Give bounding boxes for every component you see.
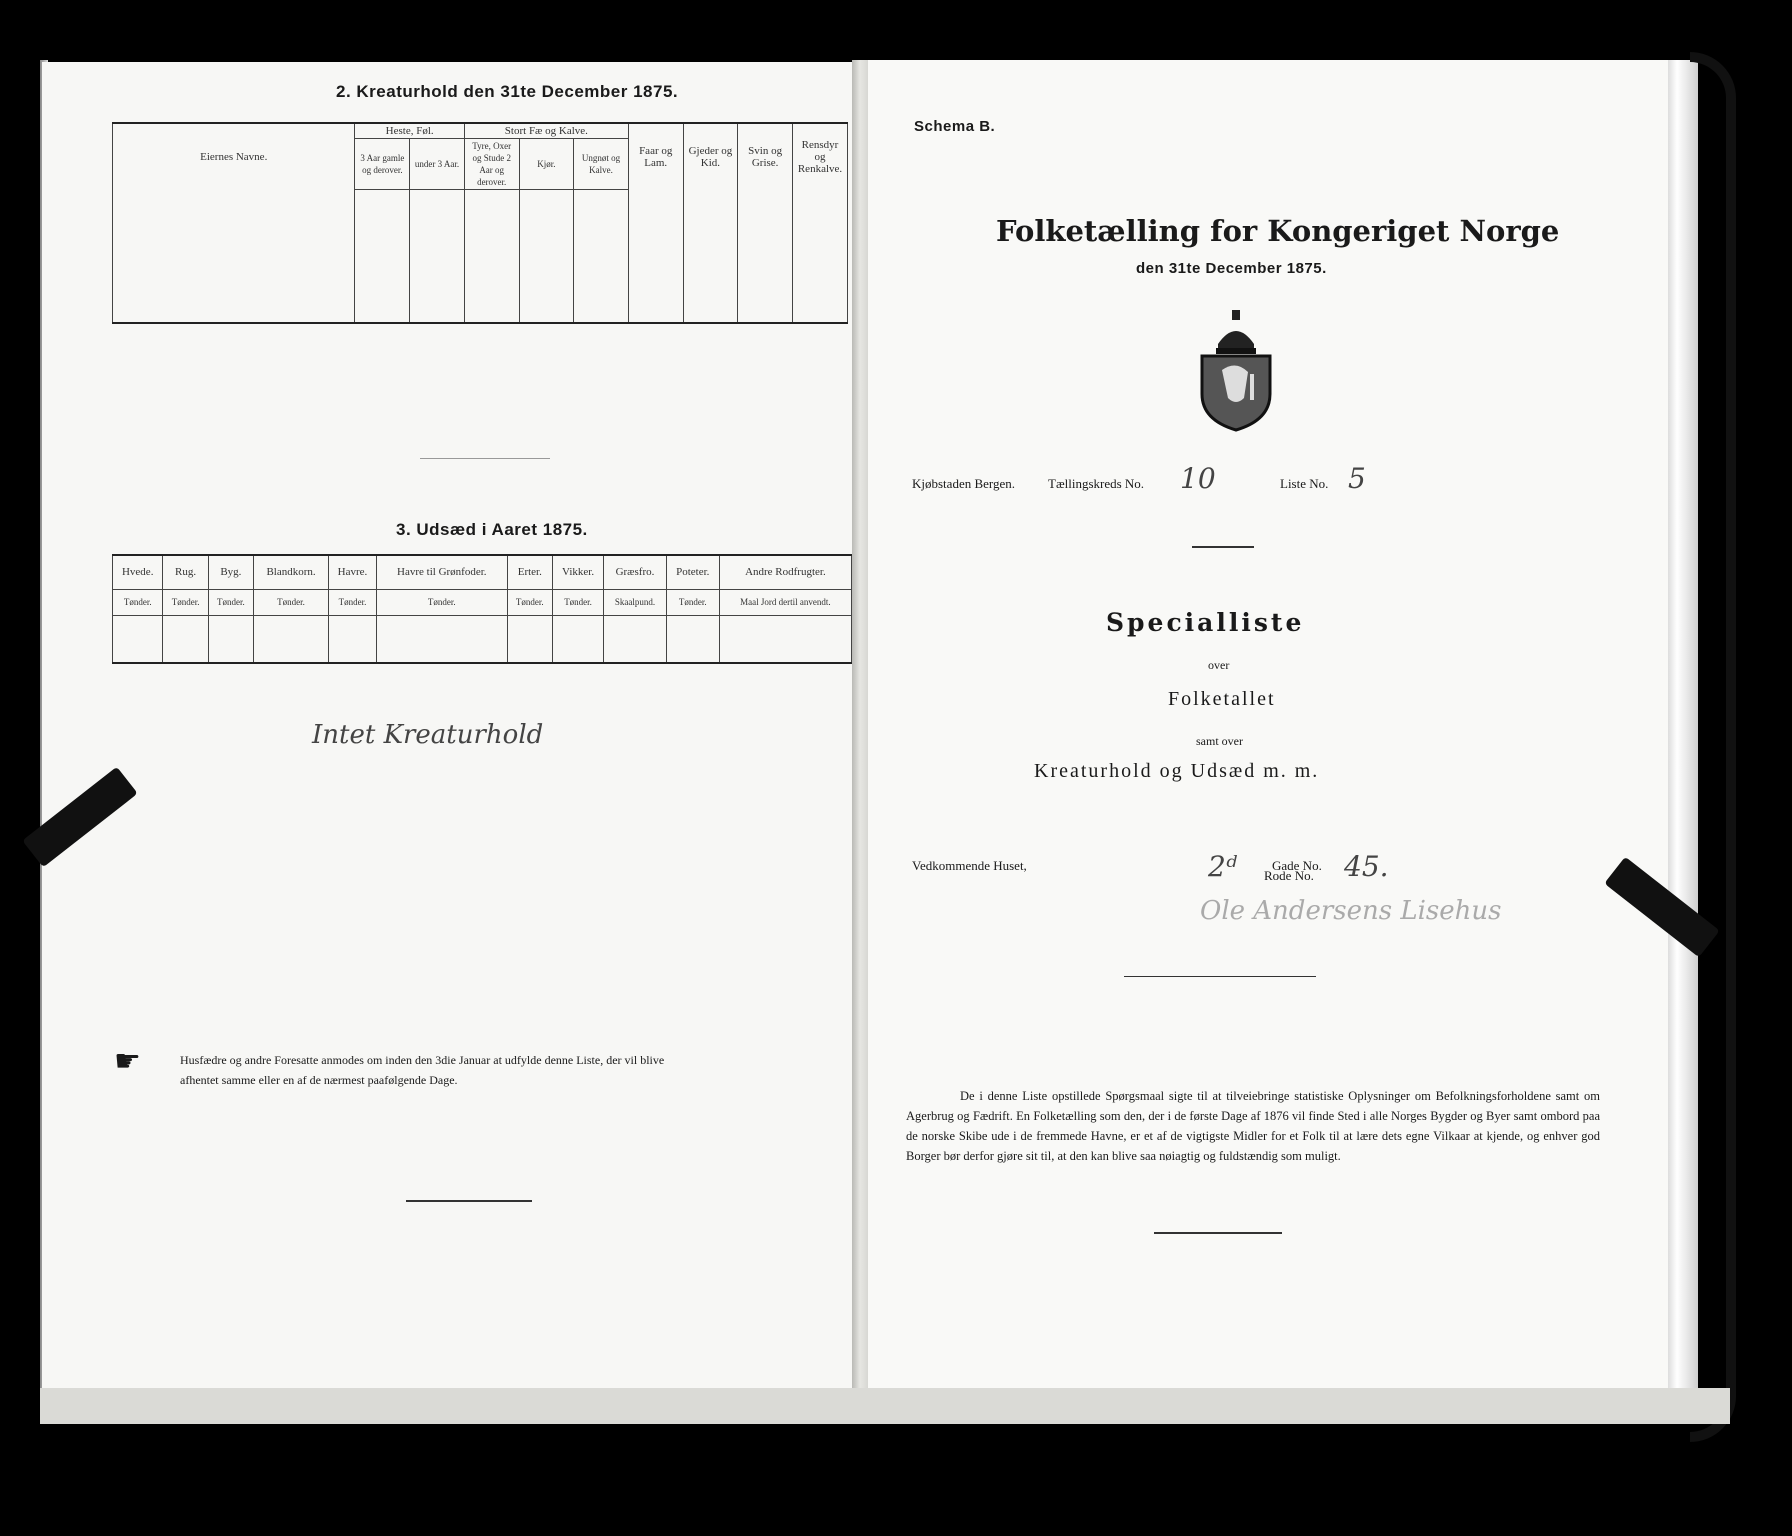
city-label: Kjøbstaden Bergen. — [912, 476, 1016, 491]
col-calves: Ungnøt og Kalve. — [574, 139, 629, 190]
page-title: Folketælling for Kongeriget Norge — [996, 214, 1560, 248]
over-text: over — [1208, 658, 1230, 672]
house-label: Vedkommende Huset, — [912, 858, 1027, 873]
table-row — [113, 278, 848, 300]
footnote-line1: Husfædre og andre Foresatte anmodes om inden den 3die Januar at udfylde denne Liste, der vil blive — [180, 1053, 665, 1067]
table-row — [113, 234, 848, 256]
divider — [420, 458, 550, 459]
table-row — [113, 256, 848, 278]
crop-header: Havre. — [329, 555, 377, 589]
crop-header: Vikker. — [552, 555, 603, 589]
rode-prefix: 2ᵈ — [1208, 850, 1238, 883]
handwritten-note: Intet Kreaturhold — [312, 720, 544, 750]
unit-header: Tønder. — [113, 589, 163, 615]
col-pigs: Svin og Grise. — [738, 123, 793, 190]
col-sheep: Faar og Lam. — [628, 123, 683, 190]
table-cell — [376, 615, 507, 663]
divider — [1154, 1232, 1282, 1234]
unit-header: Tønder. — [208, 589, 253, 615]
table-cell — [719, 615, 851, 663]
district-label: Tællingskreds No. — [1048, 476, 1145, 491]
table-row — [113, 190, 848, 213]
crop-header: Blandkorn. — [254, 555, 329, 589]
table-cell — [329, 615, 377, 663]
samt-over: samt over — [1196, 734, 1243, 748]
rode-value: 45. — [1344, 850, 1389, 883]
col-cows: Kjør. — [519, 139, 574, 190]
crop-header: Poteter. — [666, 555, 719, 589]
rode-label: Rode No. — [1264, 868, 1314, 883]
schema-label: Schema B. — [914, 118, 996, 135]
divider — [406, 1200, 532, 1202]
owner-handwriting: Ole Andersens Lisehus — [1200, 896, 1502, 926]
col-horses-old: 3 Aar gamle og derover. — [355, 139, 410, 190]
kreaturhold-title: Kreaturhold og Udsæd m. m. — [1034, 760, 1320, 782]
section2-title: 2. Kreaturhold den 31te December 1875. — [336, 82, 679, 101]
table-cell — [163, 615, 208, 663]
unit-header: Tønder. — [329, 589, 377, 615]
table-row — [113, 615, 852, 663]
district-value: 10 — [1180, 462, 1216, 495]
sowing-table — [112, 554, 852, 664]
page-subtitle: den 31te December 1875. — [1136, 260, 1327, 277]
divider — [1192, 546, 1254, 548]
unit-header: Tønder. — [163, 589, 208, 615]
info-paragraph: De i denne Liste opstillede Spørgsmaal sigte til at tilveiebringe statistiske Oplysninger om Befolkningsforholdene samt om Agerbrug og Fædrift. En Folketælling som den, der i de første Dage af 1876 vil finde Sted i alle Norges Bygder og Byer samt ombord paa de norske Skibe ude i de fremmede Havne, er et af de vigtigste Midler for et Folk til at lære dets egne Vilkaar at kjende, og enhver god Borger bør derfor gjøre sit til, at den kan blive saa nøiagtig og fuldstændig som muligt. — [906, 1089, 1600, 1163]
gade-label: Gade No. — [1272, 858, 1322, 873]
page-bottom-strip — [40, 1388, 1730, 1424]
col-horses-young: under 3 Aar. — [410, 139, 465, 190]
footnote-line2: afhentet samme eller en af de nærmest paafølgende Dage. — [180, 1073, 458, 1087]
table-cell — [552, 615, 603, 663]
list-value: 5 — [1348, 462, 1366, 495]
coat-of-arms-icon — [1188, 308, 1284, 432]
section3-title: 3. Udsæd i Aaret 1875. — [396, 520, 588, 539]
table-row — [113, 212, 848, 234]
col-horses: Heste, Føl. — [355, 123, 464, 139]
table-cell — [254, 615, 329, 663]
unit-header: Tønder. — [666, 589, 719, 615]
unit-header: Tønder. — [254, 589, 329, 615]
table-cell — [208, 615, 253, 663]
col-reindeer: Rensdyr og Renkalve. — [793, 123, 848, 190]
divider — [1124, 976, 1316, 977]
footnote — [180, 1050, 810, 1090]
crop-header-row — [113, 555, 852, 589]
crop-header: Byg. — [208, 555, 253, 589]
crop-header: Havre til Grønfoder. — [376, 555, 507, 589]
col-cattle: Stort Fæ og Kalve. — [464, 123, 628, 139]
crop-header: Andre Rodfrugter. — [719, 555, 851, 589]
pointing-hand-icon: ☛ — [114, 1045, 141, 1078]
table-cell — [507, 615, 552, 663]
crop-header: Græsfro. — [604, 555, 667, 589]
table-cell — [113, 615, 163, 663]
col-goats: Gjeder og Kid. — [683, 123, 738, 190]
binder-frame — [1690, 52, 1736, 1442]
special-title: Specialliste — [1106, 608, 1305, 637]
unit-header: Tønder. — [552, 589, 603, 615]
list-label: Liste No. — [1280, 476, 1329, 491]
col-owner-names: Eiernes Navne. — [113, 123, 355, 190]
livestock-table — [112, 122, 848, 324]
table-row — [113, 300, 848, 323]
table-cell — [666, 615, 719, 663]
unit-header: Skaalpund. — [604, 589, 667, 615]
unit-header: Maal Jord dertil anvendt. — [719, 589, 851, 615]
table-cell — [604, 615, 667, 663]
crop-header: Hvede. — [113, 555, 163, 589]
unit-header: Tønder. — [376, 589, 507, 615]
unit-header-row — [113, 589, 852, 615]
crop-header: Erter. — [507, 555, 552, 589]
col-bulls: Tyre, Oxer og Stude 2 Aar og derover. — [464, 139, 519, 190]
crop-header: Rug. — [163, 555, 208, 589]
folketallet: Folketallet — [1168, 688, 1276, 710]
unit-header: Tønder. — [507, 589, 552, 615]
